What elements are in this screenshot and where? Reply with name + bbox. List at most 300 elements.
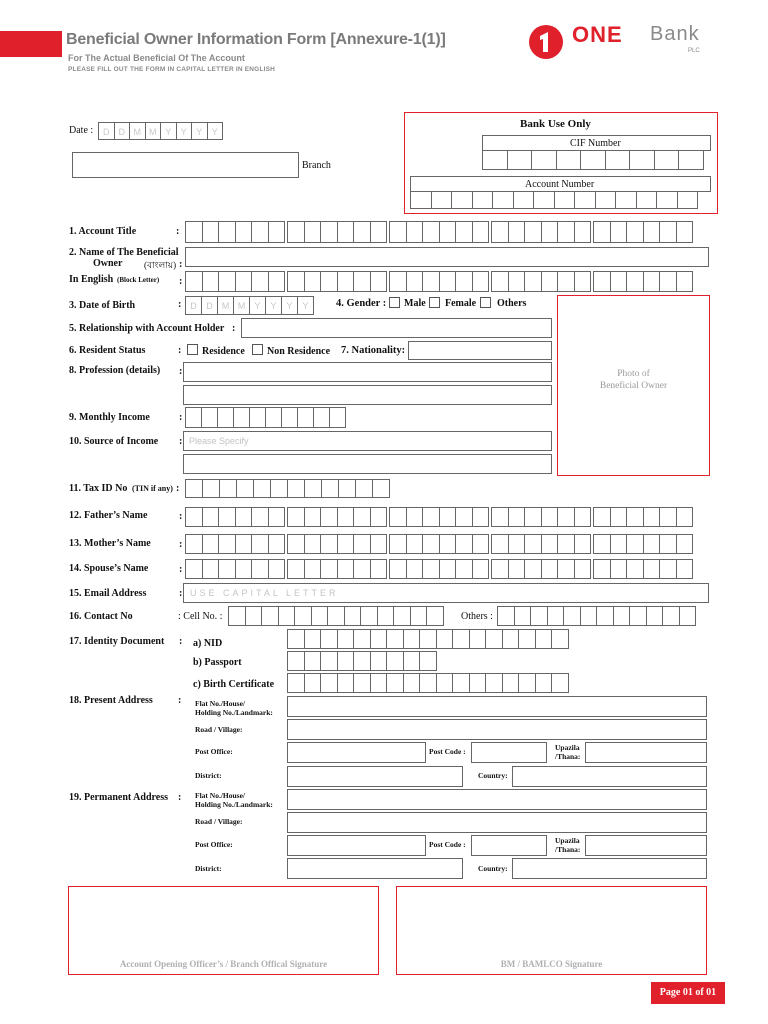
char-cell[interactable] (337, 271, 355, 292)
char-cell[interactable] (502, 629, 520, 649)
char-cell[interactable] (281, 407, 298, 428)
char-cell[interactable] (654, 150, 680, 170)
char-cell[interactable] (626, 534, 644, 554)
char-cell[interactable] (268, 271, 286, 292)
char-cell[interactable] (452, 673, 470, 693)
char-cell[interactable] (406, 507, 424, 527)
char-cell[interactable] (574, 559, 592, 579)
char-cell[interactable] (593, 271, 611, 292)
char-cell[interactable] (344, 606, 362, 626)
char-cell[interactable] (313, 407, 330, 428)
char-cell[interactable] (353, 271, 371, 292)
cell-no-grid[interactable] (228, 606, 443, 626)
char-cell[interactable] (541, 221, 559, 243)
char-cell[interactable] (554, 191, 576, 209)
char-cell[interactable] (297, 407, 314, 428)
char-cell[interactable] (294, 606, 312, 626)
char-cell[interactable] (574, 221, 592, 243)
father-name-grid[interactable] (185, 507, 692, 527)
char-cell[interactable] (524, 271, 542, 292)
others-checkbox[interactable] (480, 297, 491, 308)
char-cell[interactable] (676, 221, 694, 243)
char-cell[interactable] (419, 673, 437, 693)
char-cell[interactable] (452, 629, 470, 649)
char-cell[interactable] (235, 271, 253, 292)
present-road-input[interactable] (287, 719, 707, 740)
char-cell[interactable] (455, 221, 473, 243)
char-cell[interactable] (469, 673, 487, 693)
char-cell[interactable]: D (201, 296, 218, 315)
char-cell[interactable] (469, 629, 487, 649)
char-cell[interactable] (593, 221, 611, 243)
char-cell[interactable]: D (114, 122, 131, 140)
char-cell[interactable] (287, 221, 305, 243)
char-cell[interactable] (236, 479, 254, 498)
relationship-input[interactable] (241, 318, 552, 338)
char-cell[interactable] (353, 559, 371, 579)
char-cell[interactable] (431, 191, 453, 209)
char-cell[interactable] (406, 534, 424, 554)
char-cell[interactable] (185, 479, 203, 498)
name-english-grid[interactable] (185, 271, 692, 292)
char-cell[interactable]: Y (207, 122, 224, 140)
char-cell[interactable] (406, 221, 424, 243)
char-cell[interactable] (320, 651, 338, 671)
char-cell[interactable] (201, 407, 218, 428)
char-cell[interactable] (353, 221, 371, 243)
char-cell[interactable] (287, 534, 305, 554)
char-cell[interactable] (574, 191, 596, 209)
char-cell[interactable] (320, 534, 338, 554)
char-cell[interactable] (251, 507, 269, 527)
char-cell[interactable] (278, 606, 296, 626)
char-cell[interactable] (202, 271, 220, 292)
char-cell[interactable] (422, 507, 440, 527)
char-cell[interactable] (268, 534, 286, 554)
char-cell[interactable] (436, 629, 454, 649)
source-income-input-2[interactable] (183, 454, 552, 474)
char-cell[interactable] (320, 559, 338, 579)
char-cell[interactable] (389, 271, 407, 292)
char-cell[interactable] (524, 534, 542, 554)
present-post-code-input[interactable] (471, 742, 547, 763)
char-cell[interactable] (386, 651, 404, 671)
char-cell[interactable] (337, 507, 355, 527)
char-cell[interactable] (370, 221, 388, 243)
permanent-road-input[interactable] (287, 812, 707, 833)
char-cell[interactable] (329, 407, 346, 428)
present-country-input[interactable] (512, 766, 707, 787)
char-cell[interactable] (235, 507, 253, 527)
char-cell[interactable] (659, 507, 677, 527)
char-cell[interactable] (629, 606, 647, 626)
present-flat-input[interactable] (287, 696, 707, 717)
char-cell[interactable] (185, 221, 203, 243)
char-cell[interactable] (337, 673, 355, 693)
char-cell[interactable]: M (129, 122, 146, 140)
char-cell[interactable] (556, 150, 582, 170)
char-cell[interactable] (491, 221, 509, 243)
char-cell[interactable] (455, 559, 473, 579)
char-cell[interactable] (287, 479, 305, 498)
char-cell[interactable]: D (185, 296, 202, 315)
char-cell[interactable] (574, 534, 592, 554)
char-cell[interactable] (491, 534, 509, 554)
char-cell[interactable] (304, 271, 322, 292)
char-cell[interactable] (218, 559, 236, 579)
spouse-name-grid[interactable] (185, 559, 692, 579)
char-cell[interactable] (643, 221, 661, 243)
char-cell[interactable] (610, 507, 628, 527)
mother-name-grid[interactable] (185, 534, 692, 554)
char-cell[interactable] (320, 629, 338, 649)
char-cell[interactable] (202, 479, 220, 498)
char-cell[interactable] (370, 507, 388, 527)
char-cell[interactable] (360, 606, 378, 626)
char-cell[interactable] (676, 507, 694, 527)
char-cell[interactable] (287, 651, 305, 671)
char-cell[interactable] (304, 221, 322, 243)
char-cell[interactable] (268, 559, 286, 579)
char-cell[interactable]: D (98, 122, 115, 140)
char-cell[interactable] (643, 507, 661, 527)
char-cell[interactable] (251, 534, 269, 554)
char-cell[interactable] (202, 534, 220, 554)
char-cell[interactable] (245, 606, 263, 626)
char-cell[interactable]: M (217, 296, 234, 315)
char-cell[interactable] (235, 559, 253, 579)
char-cell[interactable] (337, 559, 355, 579)
char-cell[interactable] (615, 191, 637, 209)
char-cell[interactable] (593, 559, 611, 579)
char-cell[interactable] (422, 221, 440, 243)
char-cell[interactable] (185, 507, 203, 527)
char-cell[interactable] (507, 150, 533, 170)
char-cell[interactable] (535, 673, 553, 693)
char-cell[interactable] (355, 479, 373, 498)
char-cell[interactable] (377, 606, 395, 626)
char-cell[interactable] (595, 191, 617, 209)
char-cell[interactable] (218, 534, 236, 554)
char-cell[interactable] (304, 673, 322, 693)
char-cell[interactable] (419, 651, 437, 671)
char-cell[interactable] (472, 191, 494, 209)
char-cell[interactable] (370, 271, 388, 292)
char-cell[interactable] (626, 221, 644, 243)
char-cell[interactable]: Y (297, 296, 314, 315)
char-cell[interactable] (218, 271, 236, 292)
char-cell[interactable] (320, 221, 338, 243)
char-cell[interactable] (202, 221, 220, 243)
char-cell[interactable] (386, 673, 404, 693)
char-cell[interactable] (261, 606, 279, 626)
char-cell[interactable] (676, 271, 694, 292)
nid-grid[interactable] (287, 629, 568, 649)
char-cell[interactable] (482, 150, 508, 170)
male-checkbox[interactable] (389, 297, 400, 308)
char-cell[interactable] (533, 191, 555, 209)
char-cell[interactable] (426, 606, 444, 626)
char-cell[interactable] (235, 534, 253, 554)
char-cell[interactable] (389, 221, 407, 243)
char-cell[interactable] (605, 150, 631, 170)
char-cell[interactable] (524, 507, 542, 527)
date-grid[interactable] (98, 122, 222, 140)
char-cell[interactable] (337, 651, 355, 671)
char-cell[interactable] (485, 673, 503, 693)
char-cell[interactable] (304, 559, 322, 579)
char-cell[interactable] (557, 221, 575, 243)
char-cell[interactable] (557, 534, 575, 554)
permanent-district-input[interactable] (287, 858, 463, 879)
residence-checkbox[interactable] (187, 344, 198, 355)
dob-grid[interactable] (185, 296, 313, 315)
char-cell[interactable] (524, 221, 542, 243)
char-cell[interactable] (646, 606, 664, 626)
cif-number-grid[interactable] (482, 150, 703, 170)
char-cell[interactable] (472, 559, 490, 579)
char-cell[interactable] (662, 606, 680, 626)
char-cell[interactable] (202, 507, 220, 527)
char-cell[interactable] (370, 651, 388, 671)
char-cell[interactable] (372, 479, 390, 498)
permanent-upazila-input[interactable] (585, 835, 707, 856)
non-residence-checkbox[interactable] (252, 344, 263, 355)
char-cell[interactable] (185, 559, 203, 579)
char-cell[interactable] (393, 606, 411, 626)
char-cell[interactable] (455, 534, 473, 554)
char-cell[interactable] (491, 271, 509, 292)
char-cell[interactable] (251, 559, 269, 579)
char-cell[interactable] (304, 629, 322, 649)
char-cell[interactable] (439, 559, 457, 579)
char-cell[interactable] (580, 606, 598, 626)
char-cell[interactable] (508, 271, 526, 292)
char-cell[interactable] (304, 479, 322, 498)
char-cell[interactable] (580, 150, 606, 170)
char-cell[interactable] (436, 673, 454, 693)
char-cell[interactable] (485, 629, 503, 649)
present-upazila-input[interactable] (585, 742, 707, 763)
char-cell[interactable]: Y (160, 122, 177, 140)
permanent-post-code-input[interactable] (471, 835, 547, 856)
permanent-post-office-input[interactable] (287, 835, 426, 856)
char-cell[interactable] (410, 191, 432, 209)
permanent-flat-input[interactable] (287, 789, 707, 810)
char-cell[interactable] (455, 507, 473, 527)
profession-input-2[interactable] (183, 385, 552, 405)
char-cell[interactable] (472, 534, 490, 554)
monthly-income-grid[interactable] (185, 407, 345, 428)
char-cell[interactable] (656, 191, 678, 209)
char-cell[interactable] (422, 559, 440, 579)
char-cell[interactable] (320, 673, 338, 693)
char-cell[interactable] (557, 271, 575, 292)
char-cell[interactable] (353, 507, 371, 527)
char-cell[interactable] (337, 629, 355, 649)
char-cell[interactable] (524, 559, 542, 579)
char-cell[interactable] (593, 507, 611, 527)
char-cell[interactable] (422, 271, 440, 292)
char-cell[interactable] (265, 407, 282, 428)
char-cell[interactable] (677, 191, 699, 209)
char-cell[interactable] (287, 559, 305, 579)
char-cell[interactable] (574, 271, 592, 292)
char-cell[interactable] (403, 673, 421, 693)
char-cell[interactable] (626, 271, 644, 292)
char-cell[interactable] (403, 651, 421, 671)
char-cell[interactable] (422, 534, 440, 554)
char-cell[interactable] (320, 271, 338, 292)
present-post-office-input[interactable] (287, 742, 426, 763)
char-cell[interactable] (233, 407, 250, 428)
char-cell[interactable] (531, 150, 557, 170)
char-cell[interactable] (502, 673, 520, 693)
char-cell[interactable] (613, 606, 631, 626)
char-cell[interactable]: M (233, 296, 250, 315)
char-cell[interactable] (659, 271, 677, 292)
char-cell[interactable] (251, 271, 269, 292)
char-cell[interactable] (406, 559, 424, 579)
char-cell[interactable] (337, 221, 355, 243)
char-cell[interactable] (659, 221, 677, 243)
char-cell[interactable] (338, 479, 356, 498)
char-cell[interactable] (253, 479, 271, 498)
char-cell[interactable] (551, 629, 569, 649)
char-cell[interactable] (370, 559, 388, 579)
char-cell[interactable] (472, 271, 490, 292)
char-cell[interactable] (626, 507, 644, 527)
char-cell[interactable] (513, 191, 535, 209)
others-contact-grid[interactable] (497, 606, 695, 626)
char-cell[interactable] (320, 507, 338, 527)
char-cell[interactable] (610, 559, 628, 579)
char-cell[interactable] (251, 221, 269, 243)
char-cell[interactable] (386, 629, 404, 649)
char-cell[interactable] (287, 507, 305, 527)
char-cell[interactable] (659, 559, 677, 579)
char-cell[interactable] (406, 271, 424, 292)
char-cell[interactable] (530, 606, 548, 626)
char-cell[interactable] (508, 507, 526, 527)
char-cell[interactable] (249, 407, 266, 428)
char-cell[interactable] (508, 221, 526, 243)
char-cell[interactable] (370, 534, 388, 554)
char-cell[interactable]: Y (281, 296, 298, 315)
char-cell[interactable] (185, 534, 203, 554)
char-cell[interactable] (643, 534, 661, 554)
char-cell[interactable] (596, 606, 614, 626)
char-cell[interactable] (370, 673, 388, 693)
char-cell[interactable]: Y (191, 122, 208, 140)
char-cell[interactable] (574, 507, 592, 527)
permanent-country-input[interactable] (512, 858, 707, 879)
char-cell[interactable] (455, 271, 473, 292)
char-cell[interactable] (268, 221, 286, 243)
char-cell[interactable] (353, 629, 371, 649)
char-cell[interactable] (643, 271, 661, 292)
char-cell[interactable] (541, 271, 559, 292)
char-cell[interactable] (419, 629, 437, 649)
branch-input[interactable] (72, 152, 299, 178)
char-cell[interactable] (659, 534, 677, 554)
char-cell[interactable] (626, 559, 644, 579)
tax-id-grid[interactable] (185, 479, 389, 498)
char-cell[interactable] (185, 407, 202, 428)
char-cell[interactable] (185, 271, 203, 292)
char-cell[interactable] (321, 479, 339, 498)
char-cell[interactable] (629, 150, 655, 170)
char-cell[interactable] (304, 507, 322, 527)
char-cell[interactable] (287, 271, 305, 292)
char-cell[interactable] (610, 271, 628, 292)
passport-grid[interactable] (287, 651, 436, 671)
char-cell[interactable] (551, 673, 569, 693)
char-cell[interactable]: Y (265, 296, 282, 315)
char-cell[interactable] (497, 606, 515, 626)
char-cell[interactable] (353, 651, 371, 671)
char-cell[interactable] (676, 559, 694, 579)
char-cell[interactable] (235, 221, 253, 243)
char-cell[interactable] (676, 534, 694, 554)
char-cell[interactable] (439, 271, 457, 292)
char-cell[interactable] (541, 534, 559, 554)
female-checkbox[interactable] (429, 297, 440, 308)
char-cell[interactable] (547, 606, 565, 626)
char-cell[interactable] (508, 534, 526, 554)
char-cell[interactable] (541, 559, 559, 579)
char-cell[interactable] (304, 651, 322, 671)
char-cell[interactable] (219, 479, 237, 498)
char-cell[interactable] (472, 221, 490, 243)
char-cell[interactable] (678, 150, 704, 170)
char-cell[interactable] (541, 507, 559, 527)
char-cell[interactable] (389, 559, 407, 579)
char-cell[interactable] (491, 507, 509, 527)
char-cell[interactable] (492, 191, 514, 209)
char-cell[interactable] (304, 534, 322, 554)
char-cell[interactable] (202, 559, 220, 579)
char-cell[interactable] (217, 407, 234, 428)
char-cell[interactable] (610, 221, 628, 243)
char-cell[interactable] (337, 534, 355, 554)
char-cell[interactable] (403, 629, 421, 649)
char-cell[interactable] (268, 507, 286, 527)
char-cell[interactable] (518, 673, 536, 693)
char-cell[interactable] (353, 673, 371, 693)
char-cell[interactable] (491, 559, 509, 579)
present-district-input[interactable] (287, 766, 463, 787)
char-cell[interactable] (508, 559, 526, 579)
char-cell[interactable] (287, 629, 305, 649)
char-cell[interactable] (593, 534, 611, 554)
char-cell[interactable] (439, 221, 457, 243)
profession-input-1[interactable] (183, 362, 552, 382)
account-number-grid[interactable] (410, 191, 697, 209)
char-cell[interactable] (218, 507, 236, 527)
char-cell[interactable]: Y (176, 122, 193, 140)
char-cell[interactable]: M (145, 122, 162, 140)
char-cell[interactable] (472, 507, 490, 527)
char-cell[interactable] (636, 191, 658, 209)
nationality-input[interactable] (408, 341, 552, 360)
char-cell[interactable] (228, 606, 246, 626)
char-cell[interactable] (557, 559, 575, 579)
char-cell[interactable] (439, 534, 457, 554)
char-cell[interactable]: Y (249, 296, 266, 315)
char-cell[interactable] (270, 479, 288, 498)
char-cell[interactable] (610, 534, 628, 554)
